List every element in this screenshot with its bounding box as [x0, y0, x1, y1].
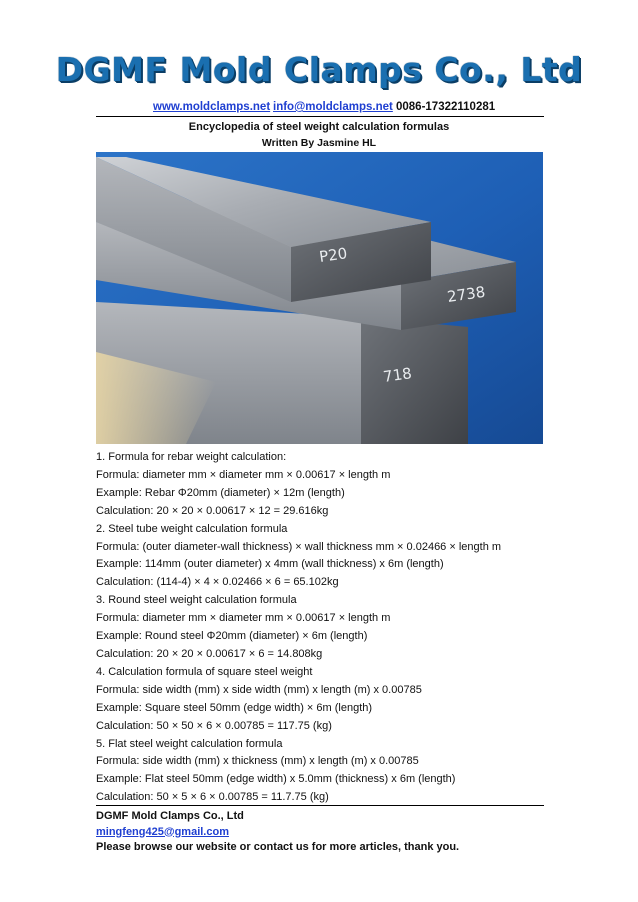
body-line: Calculation: (114-4) × 4 × 0.02466 × 6 = 65.102kg: [96, 576, 339, 589]
email-link[interactable]: info@moldclamps.net: [273, 101, 393, 113]
footer-company: DGMF Mold Clamps Co., Ltd: [96, 810, 244, 822]
company-logo: DGMF Mold Clamps Co., Ltd: [55, 50, 583, 89]
body-line: Formula: (outer diameter-wall thickness) × wall thickness mm × 0.02466 × length m: [96, 540, 502, 553]
body-line: 1. Formula for rebar weight calculation:: [96, 451, 287, 463]
document-title: Encyclopedia of steel weight calculation formulas: [188, 121, 450, 133]
body-line: Calculation: 50 × 5 × 6 × 0.00785 = 11.7.75 (kg): [96, 791, 329, 804]
body-line: Formula: diameter mm × diameter mm × 0.00617 × length m: [96, 468, 391, 481]
body-line: Example: Flat steel 50mm (edge width) x 5.0mm (thickness) x 6m (length): [96, 773, 456, 786]
phone-number: 0086-17322110281: [396, 101, 496, 113]
header-divider: [96, 116, 544, 117]
block-label-p20: P20: [318, 244, 349, 266]
block-label-718: 718: [382, 364, 413, 386]
steel-blocks-photo: [96, 152, 543, 444]
footer: [96, 809, 459, 856]
body-line: Formula: side width (mm) x side width (mm) x length (m) x 0.00785: [96, 683, 422, 696]
body-line: Example: Square steel 50mm (edge width) × 6m (length): [96, 701, 373, 714]
body-line: 2. Steel tube weight calculation formula: [96, 522, 288, 535]
body-line: Example: Round steel Φ20mm (diameter) × 6m (length): [96, 630, 368, 643]
footer-email-link[interactable]: mingfeng425@gmail.com: [96, 825, 229, 838]
document-author: Written By Jasmine HL: [261, 137, 377, 149]
formula-body: [96, 449, 546, 807]
body-line: 5. Flat steel weight calculation formula: [96, 737, 283, 750]
body-line: Example: Rebar Φ20mm (diameter) × 12m (length): [96, 486, 345, 499]
body-line: Calculation: 20 × 20 × 0.00617 × 12 = 29.616kg: [96, 504, 329, 517]
block-label-2738: 2738: [446, 282, 487, 306]
body-line: 3. Round steel weight calculation formula: [96, 594, 297, 607]
footer-divider: [96, 805, 544, 806]
body-line: 4. Calculation formula of square steel weight: [96, 665, 313, 678]
body-line: Calculation: 20 × 20 × 0.00617 × 6 = 14.808kg: [96, 647, 323, 660]
body-line: Calculation: 50 × 50 × 6 × 0.00785 = 117.75 (kg): [96, 719, 332, 732]
body-line: Formula: diameter mm × diameter mm × 0.00617 × length m: [96, 612, 391, 625]
footer-note: Please browse our website or contact us for more articles, thank you.: [96, 841, 460, 853]
body-line: Example: 114mm (outer diameter) x 4mm (wall thickness) x 6m (length): [96, 558, 444, 571]
website-link[interactable]: www.moldclamps.net: [153, 101, 271, 113]
body-line: Formula: side width (mm) x thickness (mm) x length (m) x 0.00785: [96, 755, 419, 768]
